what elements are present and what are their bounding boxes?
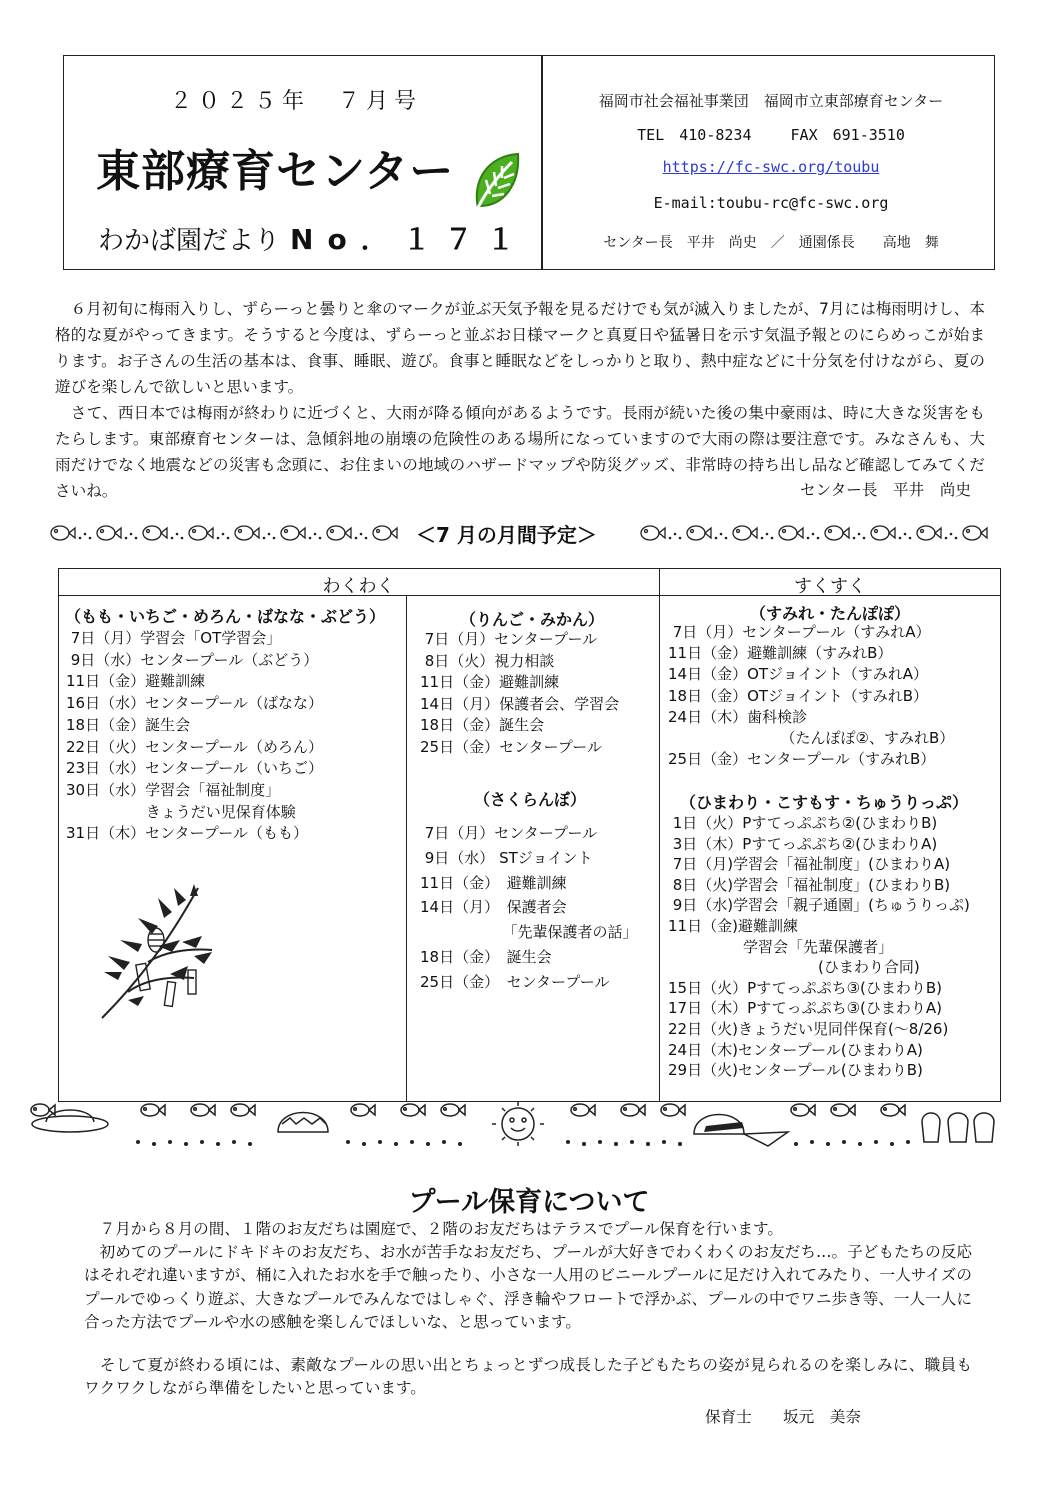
column-divider xyxy=(406,595,407,1102)
column-divider xyxy=(659,568,660,1102)
group-heading: （もも・いちご・めろん・ばなな・ぶどう） xyxy=(65,607,386,626)
group-schedule-list: 7日（月）センタープール 9日（水） STジョイント 11日（金） 避難訓練 14日（月） 保護者会 「先輩保護者の話」 18日（金） 誕生会 25日（金） センタープール xyxy=(420,824,638,991)
group-heading: （ひまわり・こすもす・ちゅうりっぷ） xyxy=(680,793,969,812)
pool-paragraph-3: そして夏が終わる頃には、素敵なプールの思い出とちょっとずつ成長した子どもたちの姿が見られるのを楽しみに、職員もワクワクしながら準備をしたいと思っています。 xyxy=(84,1356,972,1398)
group-schedule-list: 7日（月）センタープール 8日（火）視力相談 11日（金）避難訓練 14日（月）保護者会、学習会 18日（金）誕生会 25日（金）センタープール xyxy=(420,630,620,756)
group-heading: （さくらんぼ） xyxy=(474,790,587,809)
website-link[interactable]: https://fc-swc.org/toubu xyxy=(662,158,880,176)
header-divider xyxy=(541,55,543,270)
subtitle-text: わかば園だより xyxy=(98,226,281,256)
summer-border-decoration xyxy=(28,1102,1008,1152)
newsletter-title: 東部療育センター xyxy=(96,146,455,197)
column-header-sukusuku: すくすく xyxy=(794,576,866,597)
staff-names: センター長 平井 尚史 ／ 通園係長 高地 舞 xyxy=(603,235,939,251)
group-heading: （すみれ・たんぽぽ） xyxy=(750,604,911,623)
pool-section-title: プール保育について xyxy=(408,1187,650,1218)
pool-paragraph-2: 初めてのプールにドキドキのお友だち、お水が苦手なお友だち、プールが大好きでわくわくのお友だち…。子どもたちの反応はそれぞれ違いますが、桶に入れたお水を手で触ったり、小さな一人用のビニールプールに足だけ入れてみたり、一人サイズのプールでゆっくり遊ぶ、大きなプールでみんなではしゃぐ、浮き輪やフロートで浮かぶ、プールの中でワニ歩き等、一人一人に合った方法でプールや水の感触を楽しんでほしいな、と思っています。 xyxy=(84,1243,972,1331)
leaf-icon xyxy=(470,150,522,214)
contact-email[interactable]: E-mail:toubu-rc@fc-swc.org xyxy=(653,194,889,212)
intro-paragraph-2: さて、西日本では梅雨が終わりに近づくと、大雨が降る傾向があるようです。長雨が続いた後の集中豪雨は、時に大きな災害をもたらします。東部療育センターは、急傾斜地の崩壊の危険性のある場所になっていますので大雨の際は要注意です。みなさんも、大雨だけでなく地震などの災害も念頭に、お住まいの地域のハザードマップや防災グッズ、非常時の持ち出し品など確認してみてくださいね。 xyxy=(55,404,985,500)
intro-paragraph-1: ６月初旬に梅雨入りし、ずらーっと曇りと傘のマークが並ぶ天気予報を見るだけでも気が滅入りましたが、7月には梅雨明けし、本格的な夏がやってきます。そうすると今度は、ずらーっと並ぶお日様マークと真夏日や猛暑日を示す気温予報とのにらめっこが始まります。お子さんの生活の基本は、食事、睡眠、遊び。食事と睡眠などをしっかりと取り、熱中症などに十分気を付けながら、夏の遊びを楽しんで欲しいと思います。 xyxy=(55,300,985,396)
group-heading: （りんご・みかん） xyxy=(460,610,605,629)
issue-number: No．１７１ xyxy=(290,223,529,256)
schedule-title: ＜7 月の月間予定＞ xyxy=(410,519,603,548)
issue-date: ２０２５年 ７月号 xyxy=(170,89,423,114)
pool-paragraph-1: ７月から８月の間、１階のお友だちは園庭で、２階のお友だちはテラスでプール保育を行います。 xyxy=(84,1220,783,1238)
newsletter-subtitle xyxy=(98,218,529,258)
organization-name: 福岡市社会福祉事業団 福岡市立東部療育センター xyxy=(598,92,944,110)
group-schedule-list: 7日（月）センタープール（すみれA） 11日（金）避難訓練（すみれB） 14日（金）OTジョイント（すみれA） 18日（金）OTジョイント（すみれB） 24日（木）歯科検診 （たんぽぽ②、すみれB） 25日（金）センタープール（すみれB） xyxy=(668,623,955,769)
tanabata-bamboo-icon xyxy=(98,882,218,1022)
contact-tel-fax: TEL 410-8234 FAX 691-3510 xyxy=(637,126,905,144)
column-header-wakuwaku: わくわく xyxy=(322,576,395,597)
group-schedule-list: 7日（月）学習会「OT学習会」 9日（水）センタープール（ぶどう） 11日（金）避難訓練 16日（水）センタープール（ばなな） 18日（金）誕生会 22日（火）センタープール（めろん） 23日（水）センタープール（いちご） 30日（水）学習会「福祉制度」 きょうだい児保育体験 31日（木）センタープール（もも） xyxy=(66,629,323,843)
intro-signature: センター長 平井 尚史 xyxy=(800,481,971,499)
group-schedule-list: 1日（火）Pすてっぷぷち②(ひまわりB) 3日（木）Pすてっぷぷち②(ひまわりA) 7日（月)学習会「福祉制度」(ひまわりA) 8日（火)学習会「福祉制度」(ひまわりB) 9日（水)学習会「親子通園」(ちゅうりっぷ) 11日（金)避難訓練 学習会「先輩保護者」 (ひまわり合同) 15日（火）Pすてっぷぷち③(ひまわりB) 17日（木）Pすてっぷぷち③(ひまわりA) 22日（火)きょうだい児同伴保育(～8/26) 24日（木)センタープール(ひまわりA) 29日（火)センタープール(ひまわりB) xyxy=(668,814,970,1080)
pool-signature: 保育士 坂元 美奈 xyxy=(705,1408,861,1426)
